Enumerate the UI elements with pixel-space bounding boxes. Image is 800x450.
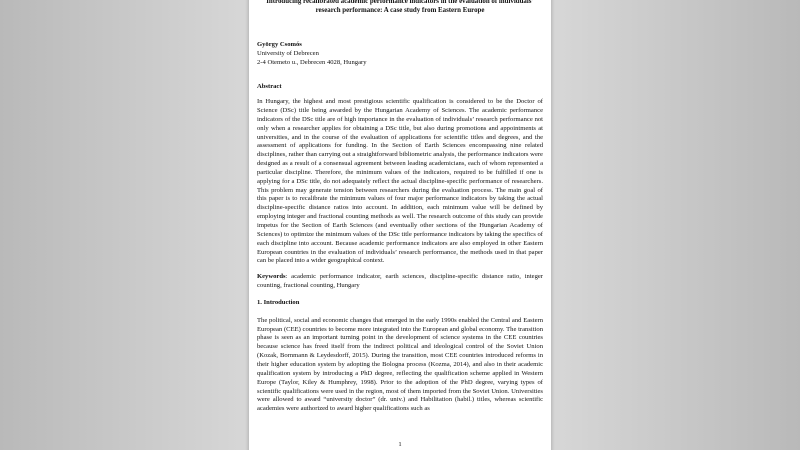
- abstract-heading: Abstract: [257, 83, 282, 91]
- author-address: 2-4 Otemeto u., Debrecen 4028, Hungary: [257, 58, 367, 66]
- paper-title: Introducing recalibrated academic performance indicators in the evaluation of individuals’ research performance: A case study from Eastern Europe: [266, 0, 534, 15]
- abstract-text: In Hungary, the highest and most prestigious scientific qualification is considered to be the Doctor of Science (DSc) title being awarded by the Hungarian Academy of Sciences. The academic performance indicators of the DSc title are of high importance in the evaluation of individuals’ research performance not only when a researcher applies for obtaining a DSc title, but also during promotions and appointments at universities, and in the course of the evaluation of applications for scientific titles and degrees, and the assessment of applications for funding. In the Section of Earth Sciences encompassing nine related disciplines, rather than carrying out a straightforward bibliometric analysis, the performance indicators were designed as a result of a consensual agreement between leading academicians, each of whom represented a particular discipline. Therefore, the minimum values of the indicators, required to be fulfilled if one is applying for a DSc title, do not adequately reflect the actual discipline-specific performance of researchers. This problem may generate tension between researchers during the evaluation process. The main goal of this paper is to recalibrate the minimum values of four major performance indicators by taking the actual discipline-specific distance ratios into account. In addition, each minimum value will be defined by employing integer and fractional counting methods as well. The research outcome of this study can provide impetus for the Section of Earth Sciences (and eventually other sections of the Hungarian Academy of Sciences) to optimize the minimum values of the DSc title performance indicators by taking the specifics of each discipline into account. Because academic performance indicators are also employed in other Eastern European countries in the evaluation of individuals’ research performance, the methods used in that paper can be placed into a wider geographical context.: [257, 98, 543, 265]
- page-number: 1: [398, 441, 402, 448]
- introduction-text: The political, social and economic changes that emerged in the early 1990s enabled the Central and Eastern European (CEE) countries to become more integrated into the European and global economy. The transition phase is seen as an important turning point in the development of science systems in the CEE countries because science has freed itself from the indirect political and ideological control of the Soviet Union (Kozak, Bornmann & Leydesdorff, 2015). During the transition, most CEE countries introduced reforms in their higher education system by adopting the Bologna process (Kozma, 2014), and also in their academic qualification system by introducing a PhD degree, reflecting the qualification scheme applied in Western Europe (Taylor, Kiley & Humphrey, 1998). Prior to the adoption of the PhD degree, varying types of scientific qualifications were used in the region, most of them imported from the Soviet Union. Universities were allowed to award “university doctor” (dr. univ.) and Habilitation (habil.) titles, whereas scientific academies were authorized to award higher qualifications such as: [257, 316, 543, 413]
- author-block: [257, 41, 543, 68]
- author-affiliation: University of Debrecen: [257, 49, 319, 57]
- page-content: [257, 0, 543, 414]
- keywords-label: Keywords: [257, 273, 286, 281]
- paper-page: [249, 0, 551, 450]
- section-heading-introduction: 1. Introduction: [257, 298, 300, 306]
- keywords-text: : academic performance indicator, earth sciences, discipline-specific distance ratio, integer counting, fractional counting, Hungary: [257, 273, 543, 290]
- author-name: György Csomós: [257, 40, 302, 48]
- keywords-line: [257, 273, 543, 291]
